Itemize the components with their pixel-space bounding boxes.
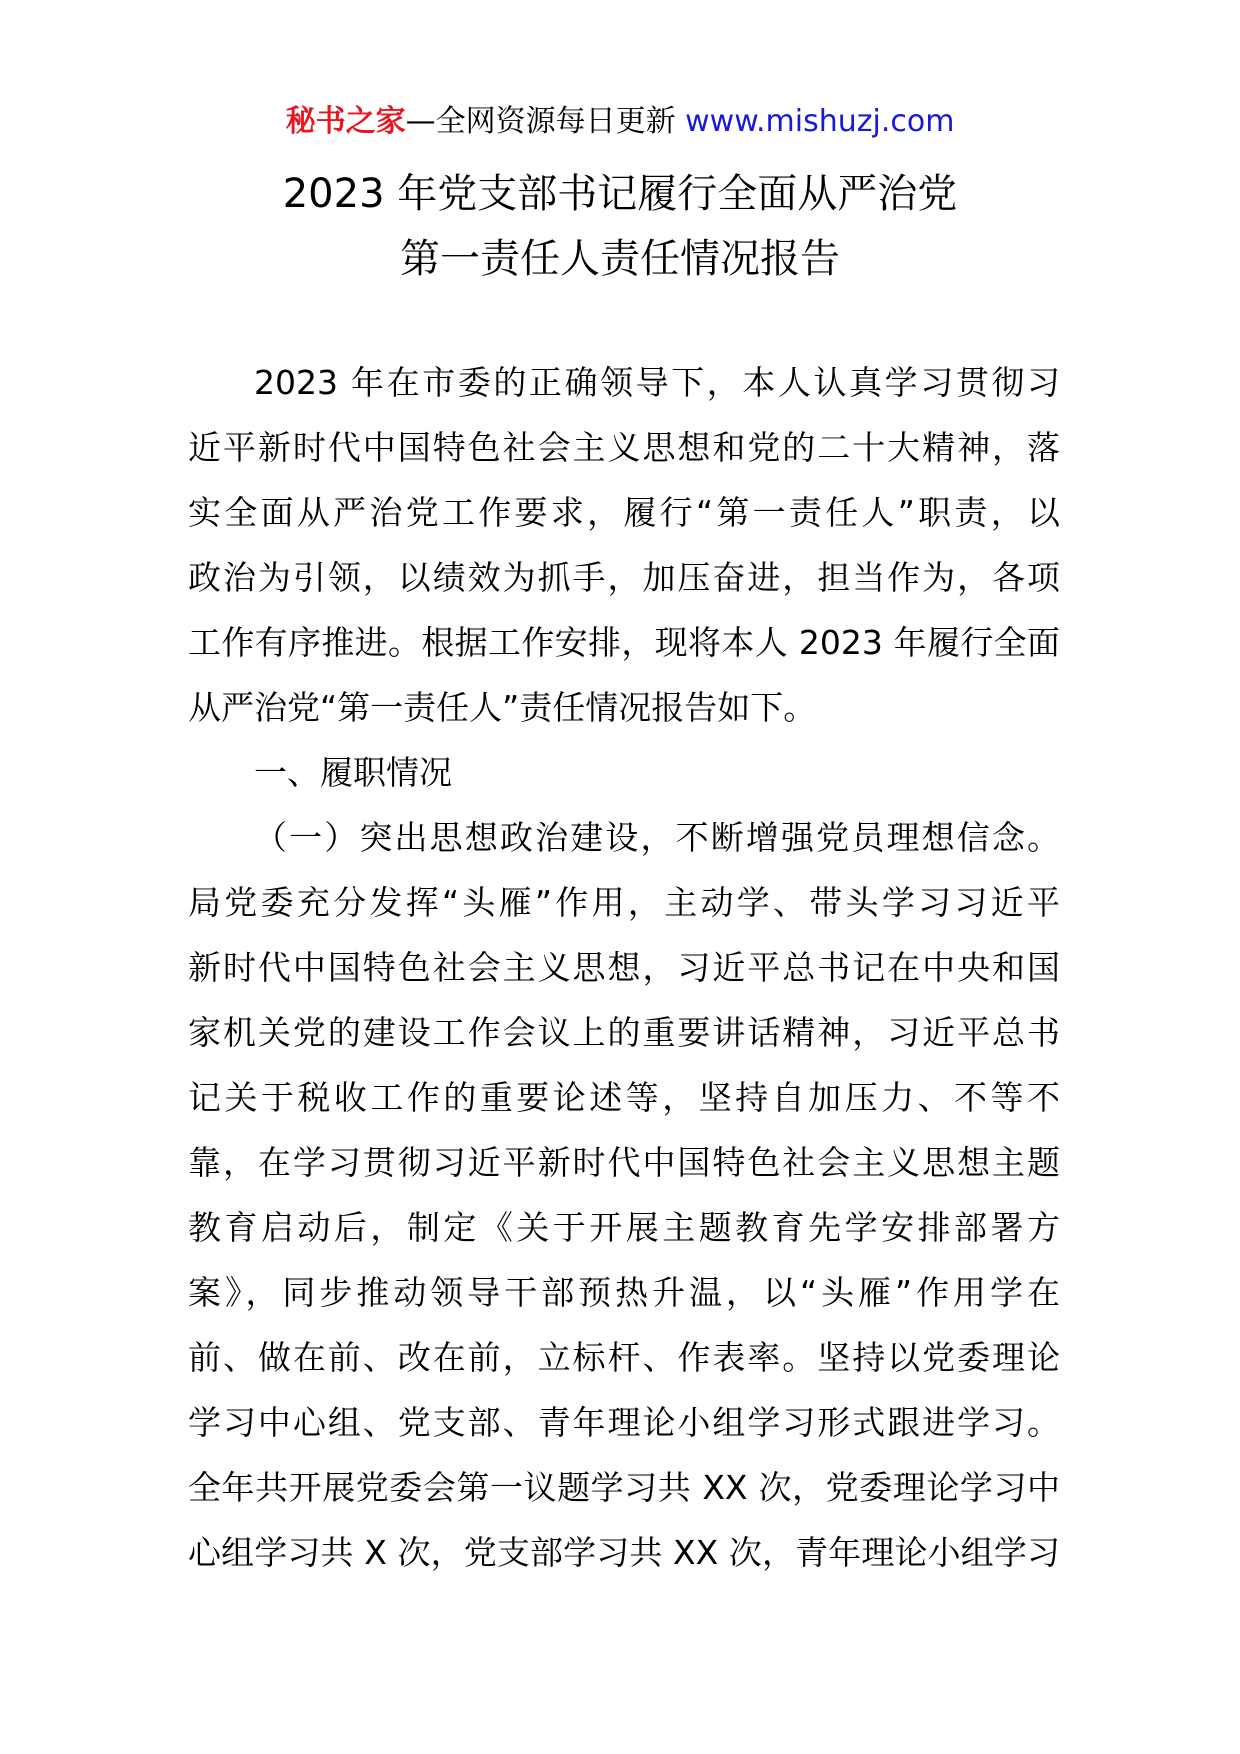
paragraph-2-line: 教育启动后，制定《关于开展主题教育先学安排部署方	[188, 1208, 1060, 1247]
brand-name: 秘书之家	[285, 104, 406, 139]
paragraph-2-line: 记关于税收工作的重要论述等，坚持自加压力、不等不	[188, 1078, 1060, 1117]
paragraph-2-line: 学习中心组、党支部、青年理论小组学习形式跟进学习。	[188, 1403, 1060, 1442]
site-header	[0, 100, 1240, 144]
paragraph-1-line: 实全面从严治党工作要求，履行“第一责任人”职责，以	[188, 493, 1060, 532]
paragraph-1-line: 工作有序推进。根据工作安排，现将本人 2023 年履行全面	[188, 623, 1060, 662]
paragraph-2-line: 前、做在前、改在前，立标杆、作表率。坚持以党委理论	[188, 1338, 1060, 1377]
paragraph-2-line: 家机关党的建设工作会议上的重要讲话精神，习近平总书	[188, 1013, 1060, 1052]
paragraph-2-line: 全年共开展党委会第一议题学习共 XX 次，党委理论学习中	[188, 1468, 1060, 1507]
paragraph-1-line: 从严治党“第一责任人”责任情况报告如下。	[188, 688, 817, 727]
paragraph-2-line: （一）突出思想政治建设，不断增强党员理想信念。	[254, 818, 1060, 857]
paragraph-1-line: 2023 年在市委的正确领导下，本人认真学习贯彻习	[254, 363, 1060, 402]
section-heading: 一、履职情况	[254, 753, 452, 792]
paragraph-1-line: 政治为引领，以绩效为抓手，加压奋进，担当作为，各项	[188, 558, 1060, 597]
paragraph-1-line: 近平新时代中国特色社会主义思想和党的二十大精神，落	[188, 428, 1060, 467]
paragraph-2-line: 新时代中国特色社会主义思想，习近平总书记在中央和国	[188, 948, 1060, 987]
document-title-line-1: 2023 年党支部书记履行全面从严治党	[282, 171, 958, 217]
site-url-link[interactable]: www.mishuzj.com	[685, 104, 955, 139]
paragraph-2-line: 局党委充分发挥“头雁”作用，主动学、带头学习习近平	[188, 883, 1060, 922]
paragraph-2-line: 案》，同步推动领导干部预热升温，以“头雁”作用学在	[188, 1273, 1060, 1312]
paragraph-2-line: 心组学习共 X 次，党支部学习共 XX 次，青年理论小组学习	[188, 1533, 1060, 1572]
document-body	[188, 350, 1060, 1585]
document-title-line-2: 第一责任人责任情况报告	[400, 236, 840, 282]
paragraph-2-line: 靠，在学习贯彻习近平新时代中国特色社会主义思想主题	[188, 1143, 1060, 1182]
site-slogan: —全网资源每日更新	[405, 104, 676, 139]
